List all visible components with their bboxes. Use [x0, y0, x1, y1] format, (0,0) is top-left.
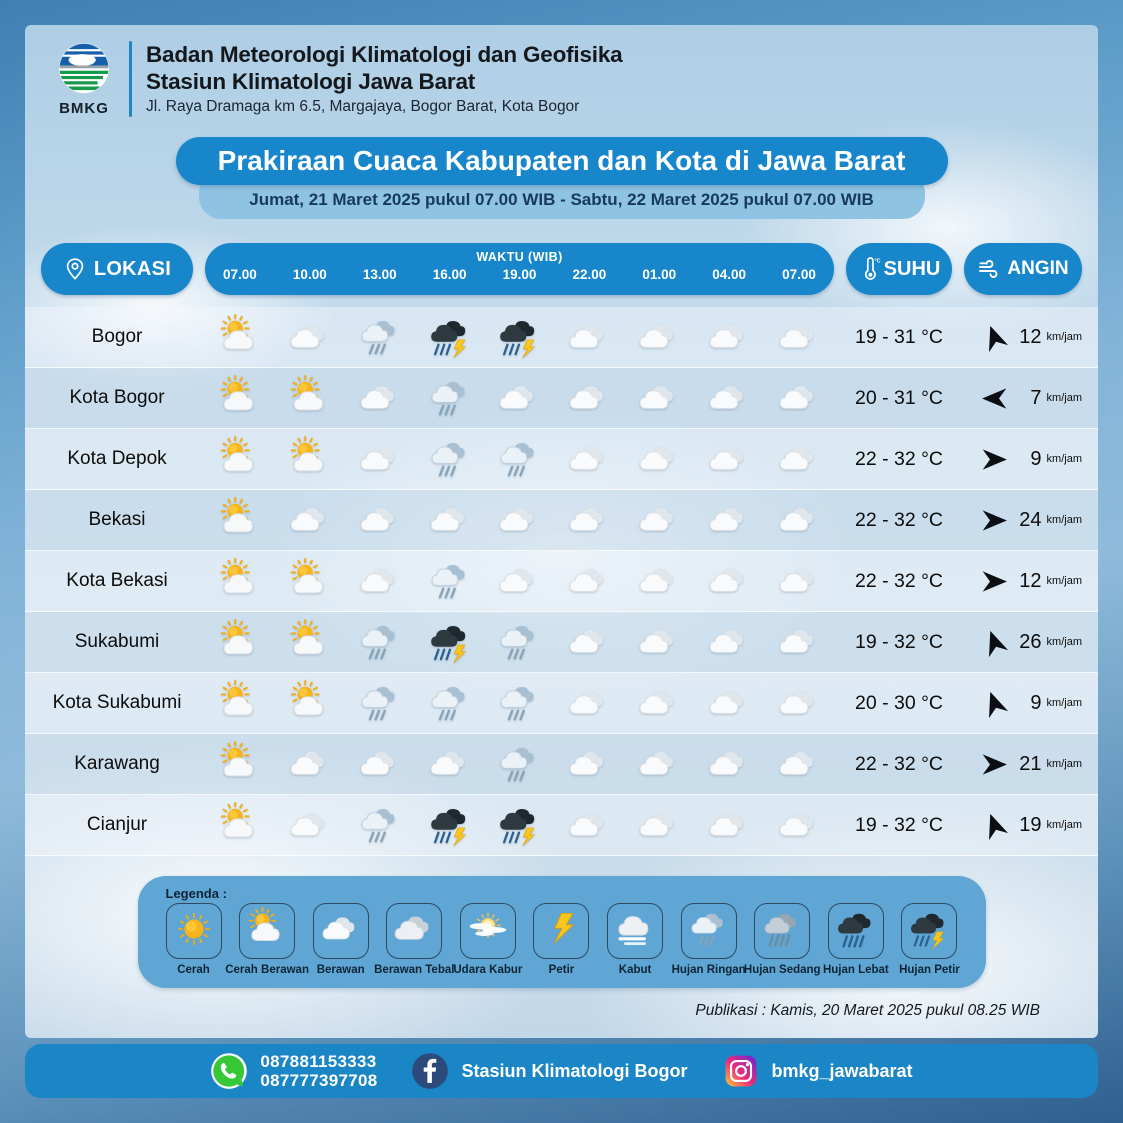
- weather-icon-hujan-ringan: [485, 436, 555, 482]
- temperature-range: 19 - 32 °C: [854, 630, 943, 653]
- hourly-icons: [205, 741, 834, 787]
- weather-icon-berawan: [319, 907, 363, 956]
- weather-icon-berawan: [485, 558, 555, 604]
- legend-item: [452, 903, 524, 976]
- weather-icon-berawan: [764, 436, 834, 482]
- location-name: Bekasi: [88, 509, 146, 530]
- legend-item-label: Hujan Lebat: [822, 964, 889, 976]
- weather-icon-hujan-ringan: [415, 558, 485, 604]
- weather-icon-berawan: [764, 619, 834, 665]
- table-row: [25, 734, 1098, 795]
- page-title: Prakiraan Cuaca Kabupaten dan Kota di Jawa Barat: [176, 137, 948, 185]
- weather-icon-berawan: [694, 497, 764, 543]
- angin-header: [964, 243, 1082, 295]
- weather-icon-hujan-ringan: [415, 375, 485, 421]
- weather-icon-berawan: [624, 619, 694, 665]
- location-name: Cianjur: [86, 814, 148, 835]
- wind-speed: 9: [1030, 691, 1042, 714]
- weather-icon-hujan-ringan: [345, 619, 415, 665]
- wind-info: [964, 751, 1082, 778]
- weather-icon-berawan: [275, 497, 345, 543]
- legend-icon-box: [828, 903, 884, 959]
- temperature-range: 19 - 31 °C: [854, 325, 943, 348]
- location-name: Kota Bekasi: [66, 570, 168, 591]
- weather-icon-berawan: [485, 375, 555, 421]
- wind-direction-arrow: [981, 446, 1008, 473]
- weather-icon-berawan: [415, 497, 485, 543]
- weather-icon-hujan-sedang: [760, 907, 804, 956]
- weather-icon-cerah-berawan: [205, 436, 275, 482]
- bmkg-logo-icon: [55, 41, 113, 99]
- legend-item: [225, 903, 309, 976]
- legend-icon-box: [386, 903, 442, 959]
- weather-icon-kabut: [613, 907, 657, 956]
- table-row: [25, 551, 1098, 612]
- footer-bar: [25, 1044, 1098, 1098]
- legend-item-label: Hujan Sedang: [743, 964, 821, 976]
- publication-note: Publikasi : Kamis, 20 Maret 2025 pukul 08.25 WIB: [695, 1002, 1040, 1019]
- wind-unit: km/jam: [1046, 331, 1082, 343]
- time-label: 01.00: [642, 267, 677, 282]
- facebook-icon: [411, 1052, 449, 1090]
- weather-icon-berawan: [624, 558, 694, 604]
- weather-icon-cerah-berawan: [245, 907, 289, 956]
- legend-item-label: Udara Kabur: [453, 964, 523, 976]
- whatsapp-numbers: [260, 1052, 377, 1090]
- legend: [138, 876, 986, 988]
- weather-icon-cerah-berawan: [205, 314, 275, 360]
- station-name: Stasiun Klimatologi Jawa Barat: [146, 69, 476, 94]
- wind-unit: km/jam: [1046, 514, 1082, 526]
- wind-direction-arrow: [977, 625, 1012, 660]
- weather-icon-berawan: [345, 436, 415, 482]
- weather-icon-berawan: [624, 375, 694, 421]
- weather-icon-berawan: [764, 314, 834, 360]
- weather-icon-petir: [539, 907, 583, 956]
- location-pin-icon: [63, 257, 87, 281]
- whatsapp-number-2: 087777397708: [260, 1071, 378, 1090]
- temperature-range: 20 - 31 °C: [854, 386, 943, 409]
- weather-icon-berawan: [554, 497, 624, 543]
- table-row: [25, 795, 1098, 856]
- weather-icon-berawan: [345, 375, 415, 421]
- weather-icon-berawan: [694, 375, 764, 421]
- lokasi-header: [41, 243, 193, 295]
- legend-item-label: Petir: [548, 964, 575, 976]
- location-name: Karawang: [74, 753, 160, 774]
- weather-icon-berawan: [764, 558, 834, 604]
- time-label: 04.00: [712, 267, 747, 282]
- weather-icon-hujan-ringan: [687, 907, 731, 956]
- legend-item: [673, 903, 745, 976]
- table-row: [25, 673, 1098, 734]
- whatsapp-icon: [210, 1052, 248, 1090]
- weather-icon-hujan-ringan: [345, 680, 415, 726]
- whatsapp-number-1: 087881153333: [260, 1051, 377, 1071]
- wind-direction-arrow: [977, 320, 1012, 355]
- facebook-name: Stasiun Klimatologi Bogor: [461, 1060, 688, 1081]
- suhu-header: [846, 243, 952, 295]
- weather-icon-berawan: [624, 741, 694, 787]
- weather-icon-berawan: [694, 558, 764, 604]
- wind-speed: 26: [1019, 630, 1042, 653]
- wind-unit: km/jam: [1046, 392, 1082, 404]
- legend-item-label: Cerah: [177, 964, 210, 976]
- weather-icon-berawan: [275, 741, 345, 787]
- legend-item-label: Cerah Berawan: [225, 964, 309, 976]
- weather-icon-cerah-berawan: [275, 436, 345, 482]
- time-label: 16.00: [432, 267, 467, 282]
- weather-icon-berawan: [624, 314, 694, 360]
- weather-icon-berawan: [554, 314, 624, 360]
- legend-icon-box: [239, 903, 295, 959]
- wind-info: [964, 568, 1082, 595]
- wind-info: [964, 690, 1082, 717]
- lokasi-label: LOKASI: [93, 257, 172, 280]
- weather-icon-berawan: [275, 314, 345, 360]
- location-name: Kota Bogor: [69, 387, 165, 408]
- instagram-icon: [722, 1052, 760, 1090]
- weather-icon-hujan-ringan: [485, 619, 555, 665]
- waktu-label: WAKTU (WIB): [476, 250, 563, 264]
- temperature-range: 22 - 32 °C: [854, 447, 943, 470]
- weather-icon-hujan-petir: [415, 619, 485, 665]
- wind-speed: 24: [1019, 508, 1042, 531]
- weather-icon-berawan: [624, 680, 694, 726]
- legend-item: [158, 903, 230, 976]
- location-name: Kota Depok: [67, 448, 167, 469]
- wind-direction-arrow: [981, 751, 1008, 778]
- weather-icon-cerah-berawan: [205, 497, 275, 543]
- instagram-contact: [722, 1052, 913, 1090]
- weather-icon-cerah-berawan: [205, 680, 275, 726]
- weather-icon-berawan: [554, 619, 624, 665]
- hourly-icons: [205, 375, 834, 421]
- weather-icon-berawan: [764, 497, 834, 543]
- bmkg-logo-text: BMKG: [59, 100, 109, 117]
- wind-speed: 12: [1019, 325, 1042, 348]
- forecast-period: Jumat, 21 Maret 2025 pukul 07.00 WIB - Sabtu, 22 Maret 2025 pukul 07.00 WIB: [199, 171, 925, 219]
- legend-icon-box: [460, 903, 516, 959]
- hourly-icons: [205, 497, 834, 543]
- wind-info: [964, 629, 1082, 656]
- weather-icon-hujan-ringan: [345, 314, 415, 360]
- hourly-icons: [205, 680, 834, 726]
- weather-icon-cerah-berawan: [205, 741, 275, 787]
- waktu-header: [205, 243, 834, 295]
- weather-icon-berawan: [345, 741, 415, 787]
- wind-info: [964, 446, 1082, 473]
- weather-icon-cerah-berawan: [205, 375, 275, 421]
- weather-icon-hujan-ringan: [485, 680, 555, 726]
- wind-speed: 19: [1019, 813, 1042, 836]
- weather-icon-berawan: [554, 802, 624, 848]
- legend-item: [820, 903, 892, 976]
- table-row: [25, 368, 1098, 429]
- weather-icon-berawan: [275, 802, 345, 848]
- weather-icon-hujan-ringan: [415, 436, 485, 482]
- header-text: [146, 42, 622, 115]
- legend-icon-box: [754, 903, 810, 959]
- weather-icon-berawan: [554, 436, 624, 482]
- wind-speed: 7: [1030, 386, 1042, 409]
- time-label: 07.00: [782, 267, 816, 282]
- weather-icon-cerah-berawan: [275, 558, 345, 604]
- thermometer-icon: [858, 257, 882, 281]
- station-address: Jl. Raya Dramaga km 6.5, Margajaya, Bogor Barat, Kota Bogor: [146, 97, 580, 115]
- legend-item: [743, 903, 821, 976]
- wind-direction-arrow: [981, 568, 1008, 595]
- wind-unit: km/jam: [1046, 819, 1082, 831]
- weather-icon-berawan: [554, 741, 624, 787]
- hourly-icons: [205, 558, 834, 604]
- legend-items: [158, 903, 966, 976]
- header-divider: [129, 41, 132, 117]
- time-labels: [205, 267, 834, 282]
- location-name: Sukabumi: [74, 631, 160, 652]
- wind-speed: 21: [1019, 752, 1042, 775]
- table-header: [41, 243, 1082, 295]
- legend-icon-box: [533, 903, 589, 959]
- weather-icon-berawan: [554, 558, 624, 604]
- weather-icon-berawan: [764, 375, 834, 421]
- weather-icon-hujan-petir: [907, 907, 951, 956]
- weather-icon-berawan: [694, 314, 764, 360]
- angin-label: ANGIN: [1007, 258, 1069, 279]
- table-row: [25, 612, 1098, 673]
- weather-icon-berawan: [624, 497, 694, 543]
- wind-unit: km/jam: [1046, 758, 1082, 770]
- legend-icon-box: [607, 903, 663, 959]
- temperature-range: 19 - 32 °C: [854, 813, 943, 836]
- weather-icon-cerah-berawan: [205, 802, 275, 848]
- weather-icon-udara-kabur: [466, 907, 510, 956]
- wind-direction-arrow: [977, 686, 1012, 721]
- weather-icon-hujan-petir: [415, 314, 485, 360]
- weather-icon-berawan: [554, 680, 624, 726]
- instagram-handle: bmkg_jawabarat: [771, 1060, 913, 1081]
- hourly-icons: [205, 619, 834, 665]
- time-label: 19.00: [502, 267, 537, 282]
- weather-icon-berawan: [764, 680, 834, 726]
- time-label: 10.00: [292, 267, 327, 282]
- time-label: 13.00: [362, 267, 397, 282]
- wind-icon: [977, 257, 1001, 281]
- time-label: 07.00: [223, 267, 257, 282]
- wind-info: [964, 507, 1082, 534]
- weather-icon-berawan: [764, 741, 834, 787]
- weather-icon-cerah-berawan: [275, 680, 345, 726]
- weather-icon-berawan: [624, 436, 694, 482]
- weather-icon-hujan-ringan: [415, 680, 485, 726]
- hourly-icons: [205, 802, 834, 848]
- forecast-rows: [25, 307, 1098, 856]
- wind-unit: km/jam: [1046, 697, 1082, 709]
- weather-icon-berawan: [694, 680, 764, 726]
- weather-icon-cerah-berawan: [275, 375, 345, 421]
- wind-direction-arrow: [977, 808, 1012, 843]
- weather-icon-cerah-berawan: [275, 619, 345, 665]
- time-label: 22.00: [572, 267, 607, 282]
- weather-icon-berawan: [694, 741, 764, 787]
- svg-text:°C: °C: [874, 258, 881, 265]
- location-name: Kota Sukabumi: [52, 692, 182, 713]
- content-card: [25, 25, 1098, 1038]
- legend-item: [525, 903, 597, 976]
- wind-direction-arrow: [981, 385, 1008, 412]
- location-name: Bogor: [91, 326, 143, 347]
- weather-icon-berawan: [345, 497, 415, 543]
- legend-item: [305, 903, 377, 976]
- weather-icon-cerah-berawan: [205, 558, 275, 604]
- hourly-icons: [205, 436, 834, 482]
- wind-info: [964, 324, 1082, 351]
- temperature-range: 22 - 32 °C: [854, 752, 943, 775]
- legend-item-label: Kabut: [618, 964, 652, 976]
- wind-speed: 9: [1030, 447, 1042, 470]
- weather-icon-berawan-tebal: [392, 907, 436, 956]
- legend-item-label: Berawan: [316, 964, 365, 976]
- temperature-range: 22 - 32 °C: [854, 569, 943, 592]
- table-row: [25, 429, 1098, 490]
- weather-icon-berawan: [345, 558, 415, 604]
- suhu-label: SUHU: [883, 257, 941, 280]
- legend-item-label: Hujan Ringan: [671, 964, 746, 976]
- legend-item-label: Hujan Petir: [899, 964, 960, 976]
- org-name: Badan Meteorologi Klimatologi dan Geofisika: [146, 42, 623, 68]
- weather-icon-berawan: [485, 497, 555, 543]
- weather-icon-berawan: [694, 436, 764, 482]
- weather-icon-berawan: [415, 741, 485, 787]
- legend-item: [374, 903, 455, 976]
- legend-icon-box: [166, 903, 222, 959]
- weather-icon-berawan: [554, 375, 624, 421]
- wind-unit: km/jam: [1046, 636, 1082, 648]
- legend-icon-box: [681, 903, 737, 959]
- header: [47, 41, 1098, 117]
- weather-icon-hujan-ringan: [345, 802, 415, 848]
- weather-icon-cerah-berawan: [205, 619, 275, 665]
- temperature-range: 22 - 32 °C: [854, 508, 943, 531]
- weather-icon-hujan-petir: [415, 802, 485, 848]
- wind-unit: km/jam: [1046, 575, 1082, 587]
- legend-icon-box: [313, 903, 369, 959]
- table-row: [25, 307, 1098, 368]
- bmkg-logo: [47, 41, 121, 117]
- weather-icon-berawan: [764, 802, 834, 848]
- wind-info: [964, 812, 1082, 839]
- weather-icon-hujan-ringan: [485, 741, 555, 787]
- wind-direction-arrow: [981, 507, 1008, 534]
- temperature-range: 20 - 30 °C: [854, 691, 943, 714]
- wind-unit: km/jam: [1046, 453, 1082, 465]
- hourly-icons: [205, 314, 834, 360]
- legend-label: Legenda :: [165, 886, 227, 901]
- weather-icon-cerah: [172, 907, 216, 956]
- table-row: [25, 490, 1098, 551]
- legend-item: [893, 903, 965, 976]
- weather-icon-berawan: [624, 802, 694, 848]
- weather-icon-hujan-petir: [485, 314, 555, 360]
- whatsapp-contact: [210, 1052, 377, 1090]
- weather-icon-hujan-petir: [485, 802, 555, 848]
- weather-icon-berawan: [694, 619, 764, 665]
- legend-item: [599, 903, 671, 976]
- wind-info: [964, 385, 1082, 412]
- legend-icon-box: [901, 903, 957, 959]
- wind-speed: 12: [1019, 569, 1042, 592]
- facebook-contact: [411, 1052, 687, 1090]
- legend-item-label: Berawan Tebal: [374, 964, 455, 976]
- weather-icon-hujan-lebat: [834, 907, 878, 956]
- weather-icon-berawan: [694, 802, 764, 848]
